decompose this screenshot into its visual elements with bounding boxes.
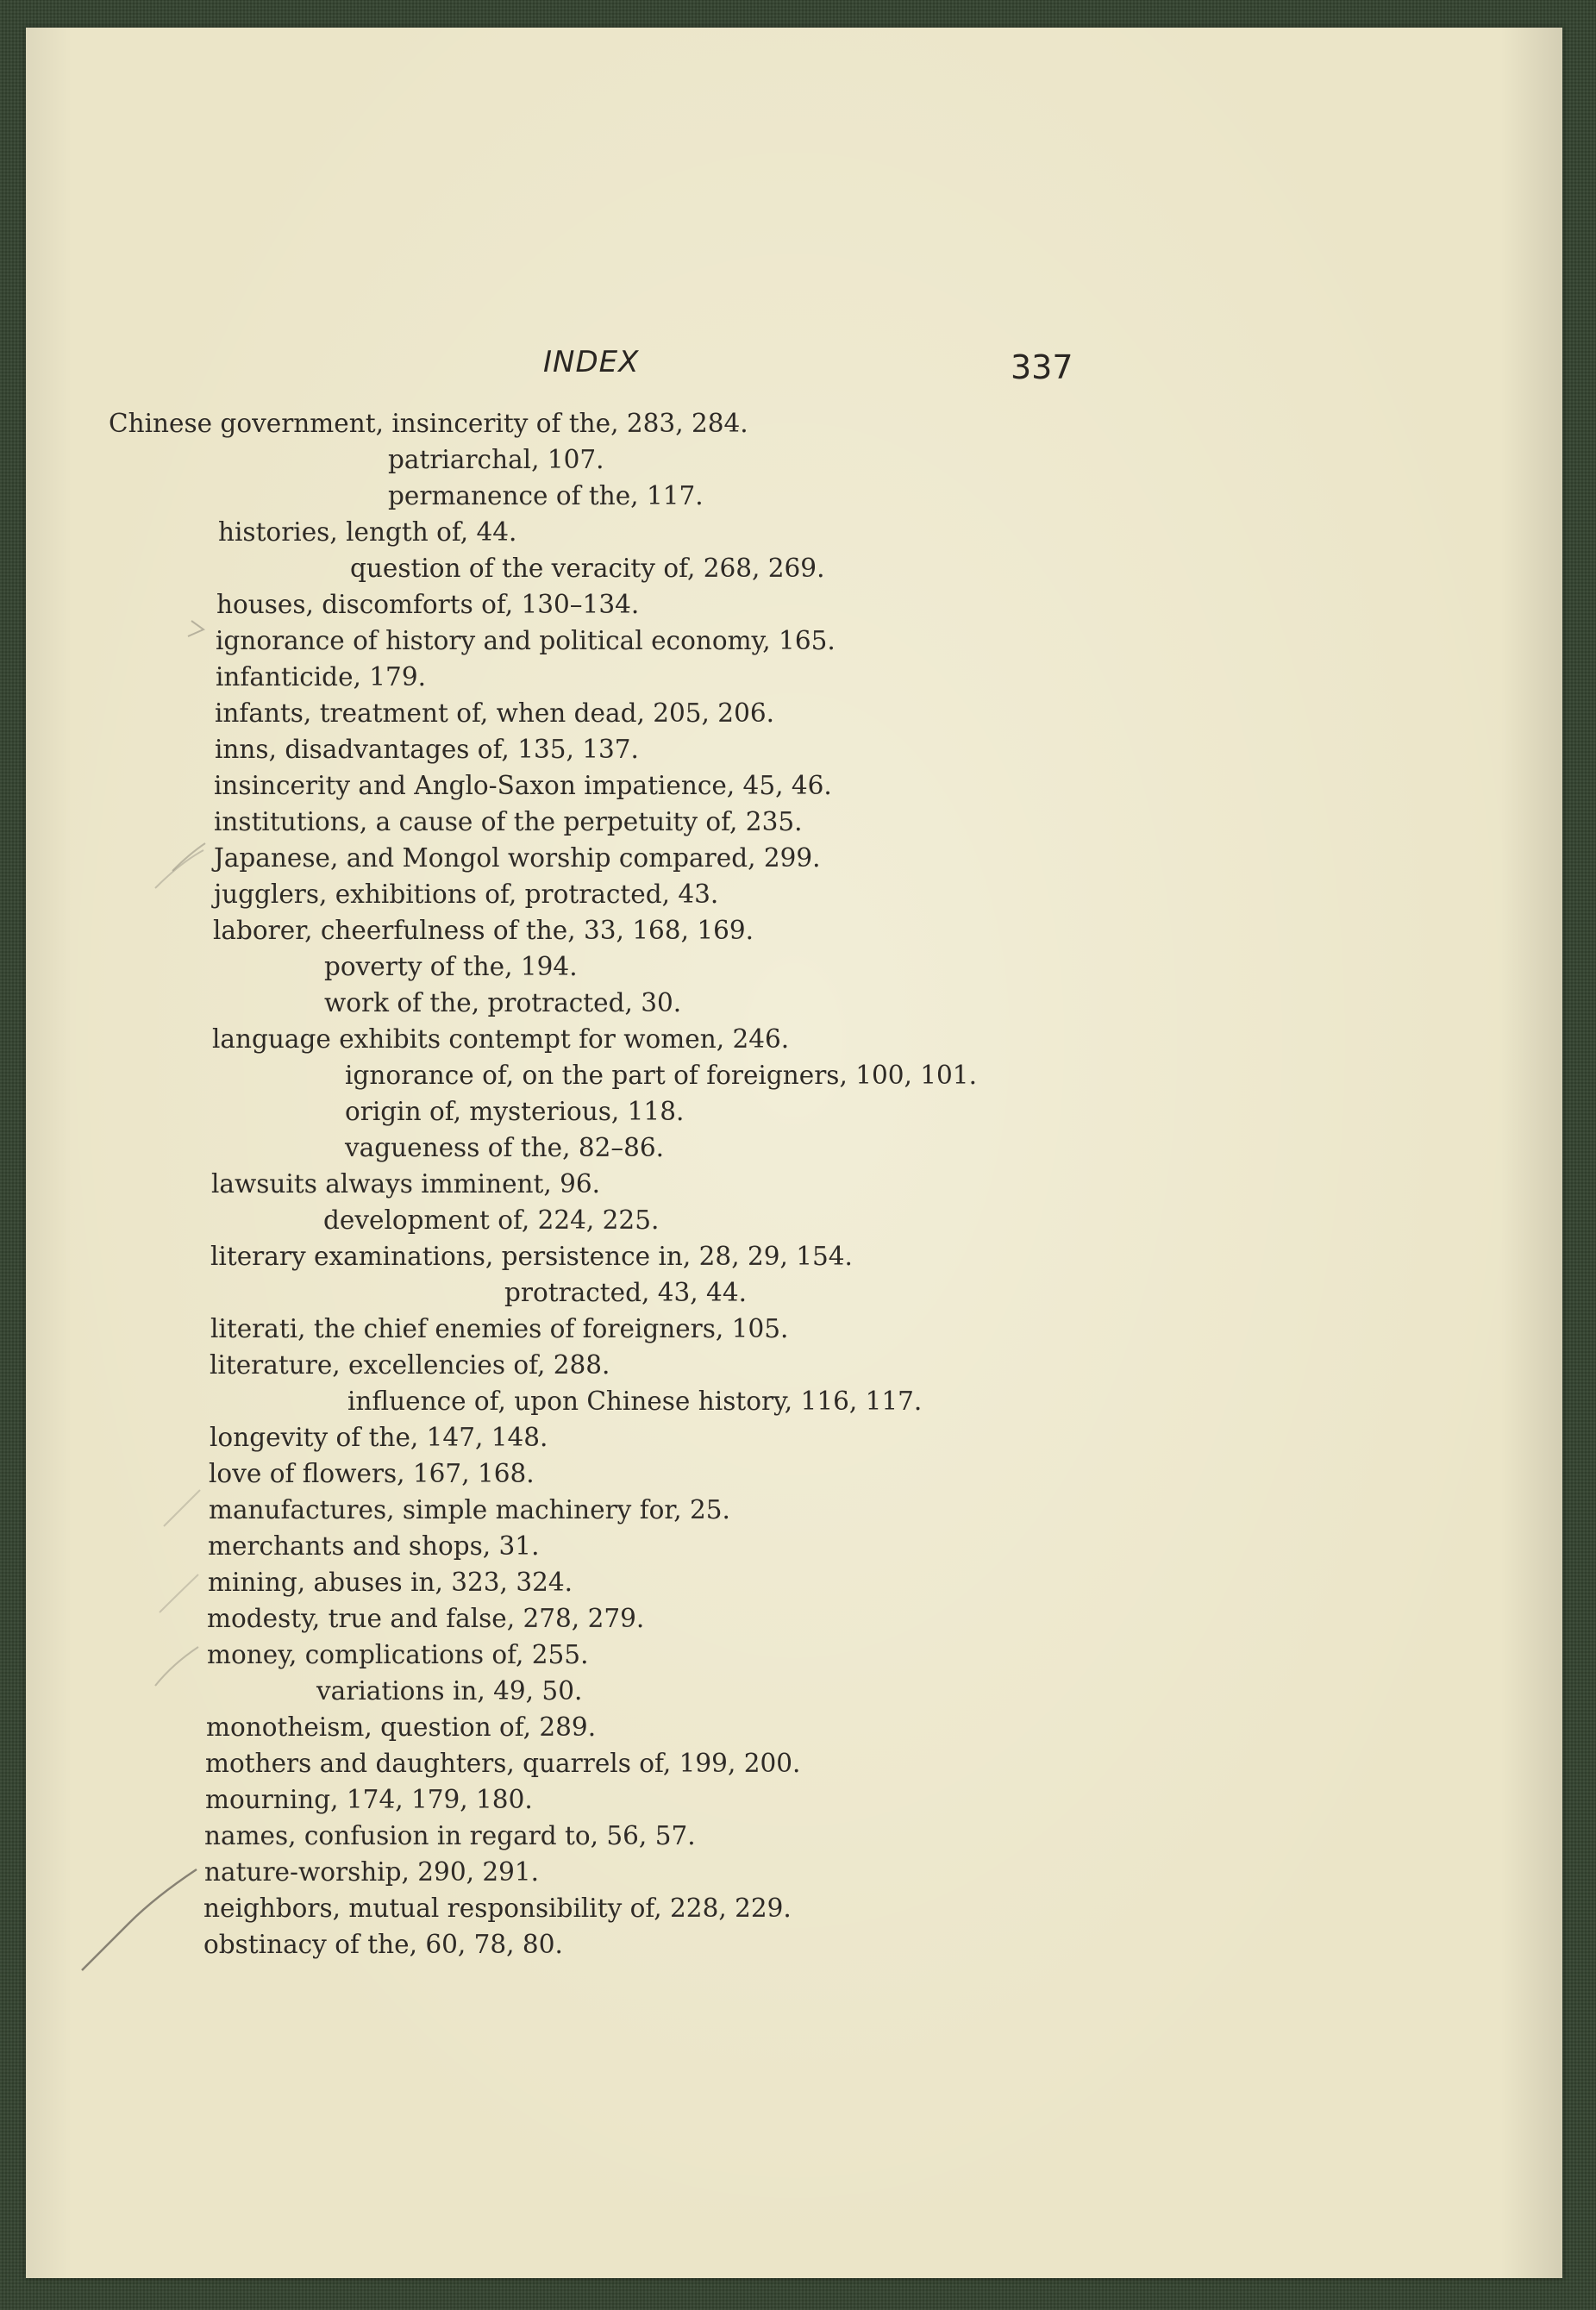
index-entry: Chinese government, insincerity of the, 283, 284. (109, 409, 748, 438)
index-entry: jugglers, exhibitions of, protracted, 43. (214, 880, 719, 909)
index-entry: insincerity and Anglo-Saxon impatience, 45, 46. (214, 771, 832, 800)
header-title: INDEX (543, 345, 640, 379)
index-entry: neighbors, mutual responsibility of, 228, 229. (203, 1894, 792, 1923)
index-entry: origin of, mysterious, 118. (345, 1097, 685, 1126)
index-entry: merchants and shops, 31. (208, 1531, 540, 1561)
index-entry: language exhibits contempt for women, 246. (212, 1024, 790, 1054)
index-entry: literature, excellencies of, 288. (210, 1350, 610, 1380)
index-entry: longevity of the, 147, 148. (210, 1423, 548, 1452)
index-entry: nature-worship, 290, 291. (204, 1857, 540, 1887)
index-entry: protracted, 43, 44. (504, 1278, 747, 1307)
index-entry: ignorance of history and political economy, 165. (216, 626, 836, 655)
index-entry: institutions, a cause of the perpetuity of, 235. (214, 807, 803, 836)
index-entry: poverty of the, 194. (324, 952, 578, 981)
index-entry: patriarchal, 107. (388, 445, 604, 474)
index-entry: literary examinations, persistence in, 28, 29, 154. (210, 1242, 853, 1271)
index-entry: vagueness of the, 82–86. (345, 1133, 665, 1162)
index-entry: ignorance of, on the part of foreigners, 100, 101. (345, 1061, 977, 1090)
running-header (26, 338, 1562, 390)
index-entry: love of flowers, 167, 168. (209, 1459, 535, 1488)
index-entry: mourning, 174, 179, 180. (205, 1785, 533, 1814)
index-entry: literati, the chief enemies of foreigners, 105. (210, 1314, 789, 1343)
index-entry: infanticide, 179. (216, 662, 426, 692)
index-entry: development of, 224, 225. (323, 1205, 660, 1235)
index-entry: work of the, protracted, 30. (324, 988, 682, 1017)
index-entry: histories, length of, 44. (218, 517, 517, 547)
index-entry: monotheism, question of, 289. (206, 1712, 597, 1742)
index-entry: laborer, cheerfulness of the, 33, 168, 169. (213, 916, 754, 945)
index-entry: mining, abuses in, 323, 324. (208, 1568, 573, 1597)
book-page (26, 28, 1562, 2278)
index-entry: Japanese, and Mongol worship compared, 299. (214, 843, 821, 873)
index-entry: variations in, 49, 50. (316, 1676, 583, 1706)
index-entry: modesty, true and false, 278, 279. (207, 1604, 645, 1633)
index-entry: question of the veracity of, 268, 269. (350, 554, 825, 583)
index-entry: obstinacy of the, 60, 78, 80. (203, 1930, 563, 1959)
index-entry: permanence of the, 117. (388, 481, 704, 510)
page-number: 337 (1011, 348, 1073, 386)
index-entry: manufactures, simple machinery for, 25. (209, 1495, 730, 1524)
index-entry: lawsuits always imminent, 96. (211, 1169, 601, 1199)
index-entry: houses, discomforts of, 130–134. (216, 590, 640, 619)
index-entry: infants, treatment of, when dead, 205, 206. (215, 698, 774, 728)
index-entry: mothers and daughters, quarrels of, 199, 200. (205, 1749, 801, 1778)
index-entry: inns, disadvantages of, 135, 137. (215, 735, 639, 764)
index-entry: influence of, upon Chinese history, 116, 117. (347, 1387, 923, 1416)
index-entry: money, complications of, 255. (207, 1640, 589, 1669)
index-entry: names, confusion in regard to, 56, 57. (204, 1821, 696, 1850)
